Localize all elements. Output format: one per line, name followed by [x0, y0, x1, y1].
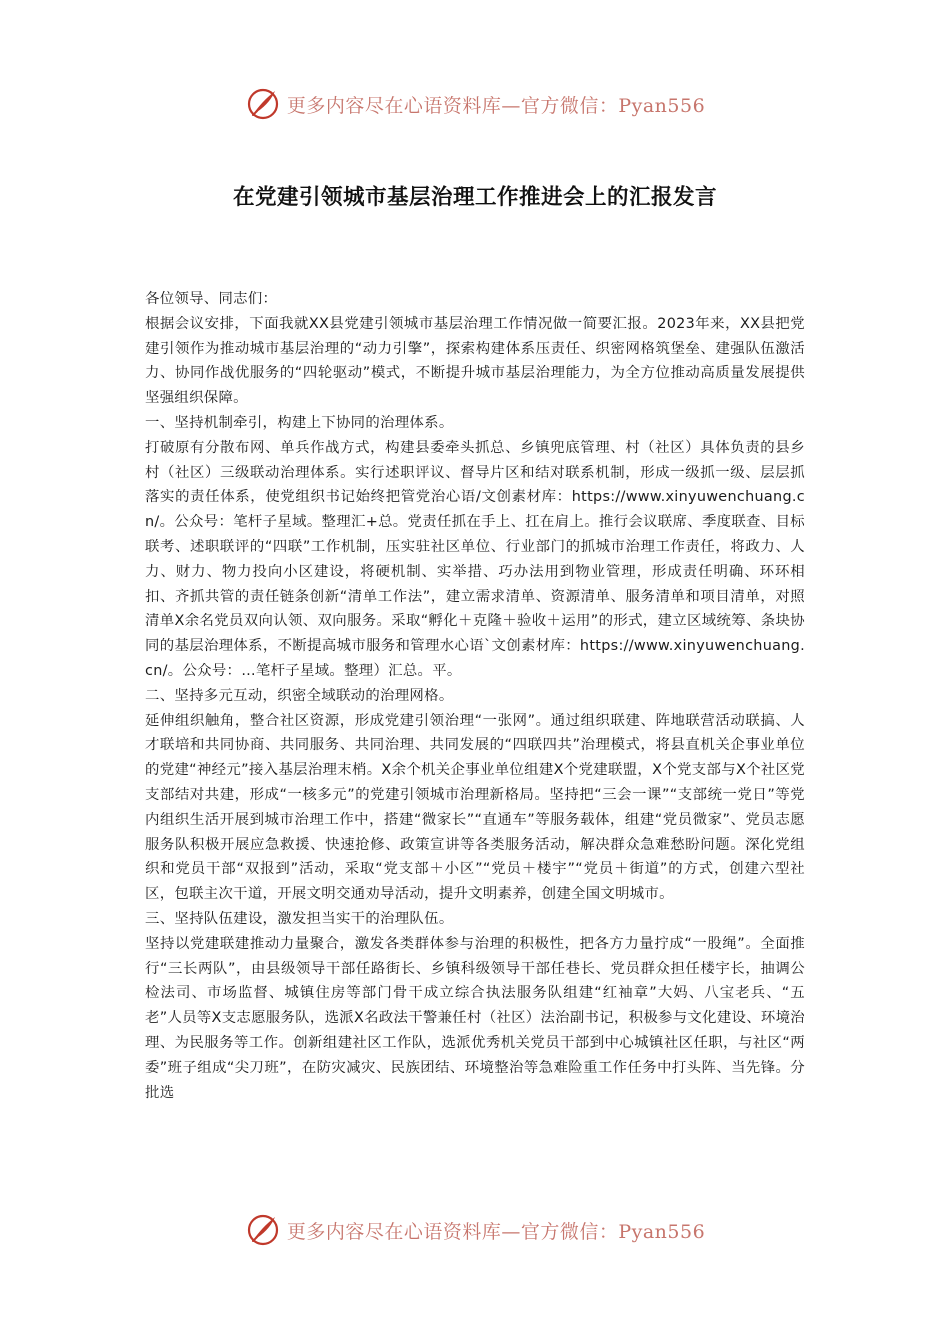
section-heading-2: 二、坚持多元互动，织密全域联动的治理网格。 — [145, 687, 454, 704]
section-heading-1: 一、坚持机制牵引，构建上下协同的治理体系。 — [145, 414, 454, 431]
section-body-3: 坚持以党建联建推动力量聚合，激发各类群体参与治理的积极性，把各方力量拧成“一股绳”。全面推行“三长两队”，由县级领导干部任路街长、乡镇科级领导干部任巷长、党员群众担任楼宇长，抽调公检法司、市场监督、城镇住房等部门骨干成立综合执法服务队组建“红袖章”大妈、八宝老兵、“五老”人员等X支志愿服务队，选派X名政法干警兼任村（社区）法治副书记，积极参与文化建设、环境治理、为民服务等工作。创新组建社区工作队，选派优秀机关党员干部到中心城镇社区任职，与社区“两委”班子组成“尖刀班”，在防灾减灾、民族团结、环境整治等急难险重工作任务中打头阵、当先锋。分批选 — [145, 935, 805, 1101]
footer-banner-text: 更多内容尽在心语资料库—官方微信：Pyan556 — [286, 1220, 706, 1243]
quill-logo-icon — [245, 1212, 281, 1248]
header-banner-text: 更多内容尽在心语资料库—官方微信：Pyan556 — [286, 94, 706, 117]
intro-paragraph: 根据会议安排，下面我就XX县党建引领城市基层治理工作情况做一简要汇报。2023年来，XX县把党建引领作为推动城市基层治理的“动力引擎”，探索构建体系压责任、织密网格筑堡垒、建强队伍激活力、协同作战优服务的“四轮驱动”模式，不断提升城市基层治理能力，为全方位推动高质量发展提供坚强组织保障。 — [145, 315, 805, 407]
document-title: 在党建引领城市基层治理工作推进会上的汇报发言 — [232, 185, 717, 210]
section-heading-3: 三、坚持队伍建设，激发担当实干的治理队伍。 — [145, 910, 454, 927]
header-banner — [0, 82, 950, 126]
footer-banner — [0, 1208, 950, 1252]
section-body-2: 延伸组织触角，整合社区资源，形成党建引领治理“一张网”。通过组织联建、阵地联营活动联搞、人才联培和共同协商、共同服务、共同治理、共同发展的“四联四共”治理模式，将县直机关企事业单位的党建“神经元”接入基层治理末梢。X余个机关企事业单位组建X个党建联盟，X个党支部与X个社区党支部结对共建，形成“一核多元”的党建引领城市治理新格局。坚持把“三会一课”“支部统一党日”等党内组织生活开展到城市治理工作中，搭建“微家长”“直通车”等服务载体，组建“党员微家”、党员志愿服务队积极开展应急救援、快速抢修、政策宣讲等各类服务活动，解决群众急难愁盼问题。深化党组织和党员干部“双报到”活动，采取“党支部＋小区”“党员＋楼宇”“党员＋街道”的方式，创建六型社区，包联主次干道，开展文明交通劝导活动，提升文明素养，创建全国文明城市。 — [145, 712, 805, 903]
document-body — [145, 287, 805, 1105]
section-body-1: 打破原有分散布网、单兵作战方式，构建县委牵头抓总、乡镇兜底管理、村（社区）具体负责的县乡村（社区）三级联动治理体系。实行述职评议、督导片区和结对联系机制，形成一级抓一级、层层抓落实的责任体系，使党组织书记始终把管党治心语/文创素材库：https://www.xinyuwenchuang.cn/。公众号：笔杆子星域。整理汇+总。党责任抓在手上、扛在肩上。推行会议联席、季度联查、目标联考、述职联评的“四联”工作机制，压实驻社区单位、行业部门的抓城市治理工作责任，将政力、人力、财力、物力投向小区建设，将硬机制、实举措、巧办法用到物业管理，形成责任明确、环环相扣、齐抓共管的责任链条创新“清单工作法”，建立需求清单、资源清单、服务清单和项目清单，对照清单X余名党员双向认领、双向服务。采取“孵化＋克隆＋验收＋运用”的形式，建立区域统筹、条块协同的基层治理体系，不断提高城市服务和管理水心语`文创素材库：https://www.xinyuwenchuang.cn/。公众号：…笔杆子星域。整理）汇总。平。 — [145, 439, 805, 679]
salutation: 各位领导、同志们： — [145, 291, 278, 307]
quill-logo-icon — [245, 86, 281, 122]
